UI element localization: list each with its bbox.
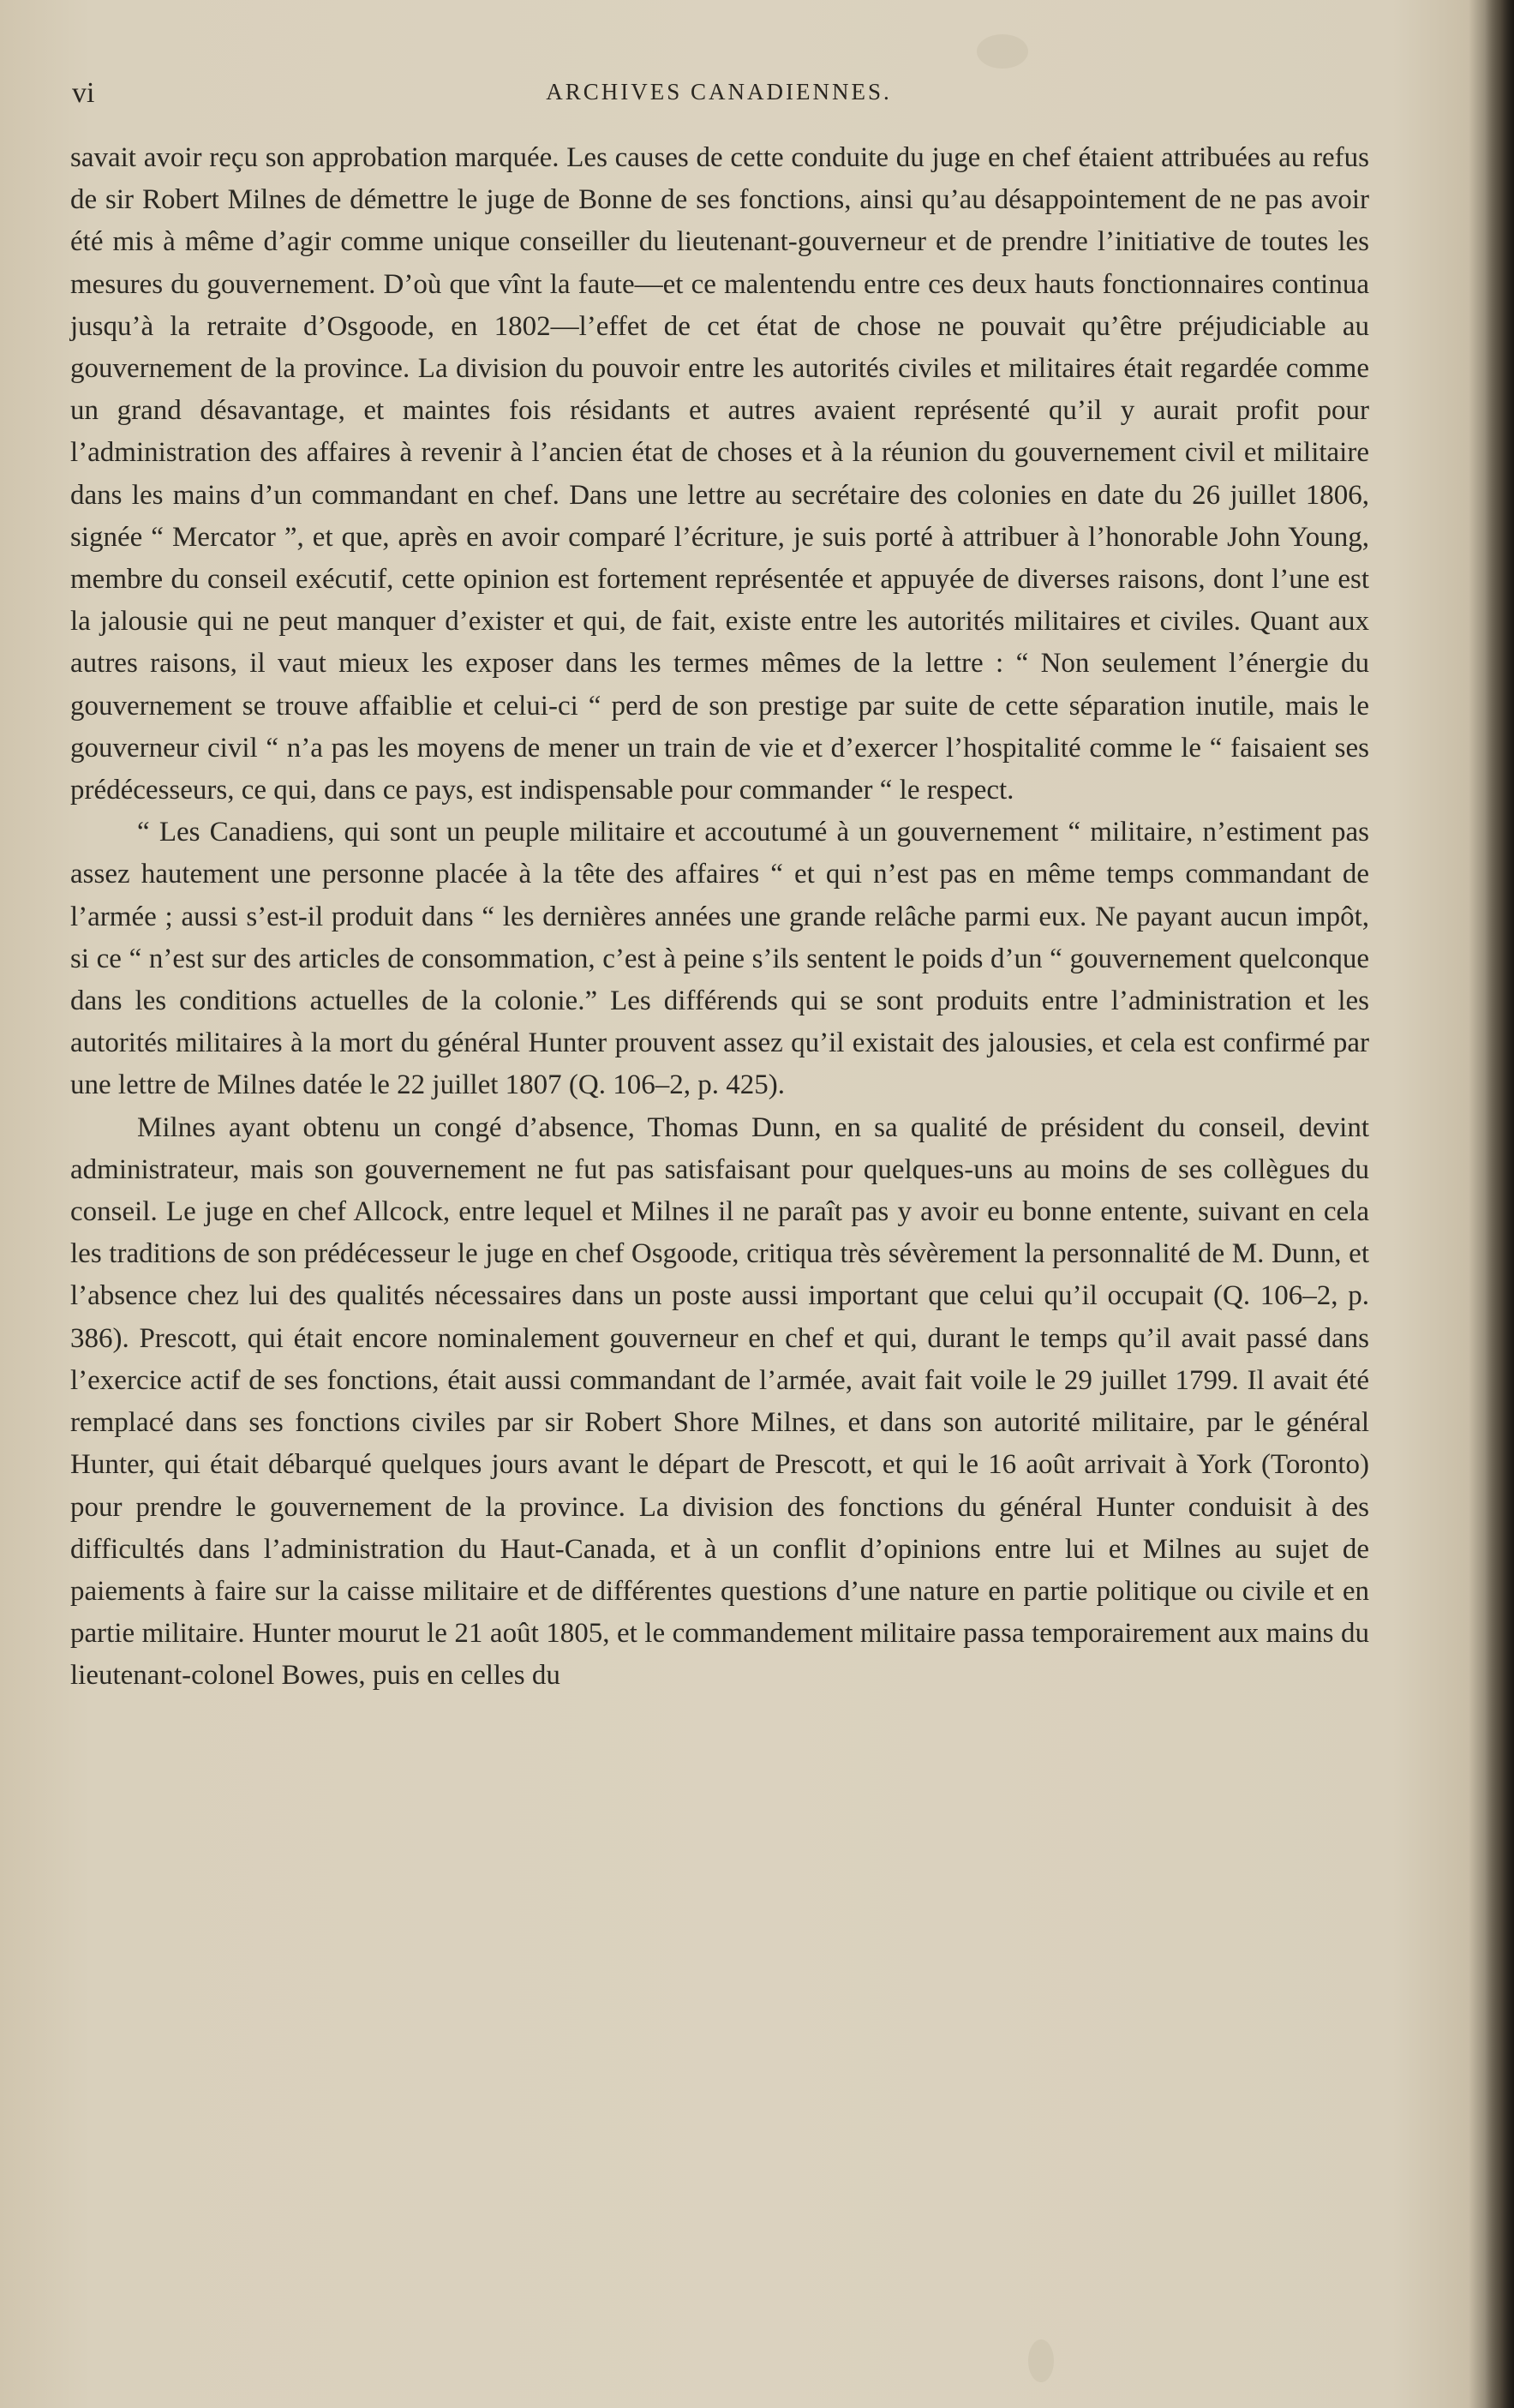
body-text — [70, 137, 1369, 1698]
paragraph: “ Les Canadiens, qui sont un peuple militaire et accoutumé à un gouvernement “ militaire, n’estiment pas assez hautement une personne placée à la tête des affaires “ et qui n’est pas en même temps commandant de l’armée ; aussi s’est-il produit dans “ les dernières années une grande relâche parmi eux. Ne payant aucun impôt, si ce “ n’est sur des articles de consommation, c’est à peine s’ils sentent le poids d’un “ gouvernement quelconque dans les conditions actuelles de la colonie.” Les différends qui se sont produits entre l’administration et les autorités militaires à la mort du général Hunter prouvent assez qu’il existait des jalousies, et cela est confirmé par une lettre de Milnes datée le 22 juillet 1807 (Q. 106–2, p. 425). — [70, 817, 1369, 1101]
paragraph: Milnes ayant obtenu un congé d’absence, Thomas Dunn, en sa qualité de président du conseil, devint administrateur, mais son gouvernement ne fut pas satisfaisant pour quelques-uns au moins de ses collègues du conseil. Le juge en chef Allcock, entre lequel et Milnes il ne paraît pas y avoir eu bonne entente, suivant en cela les traditions de son prédécesseur le juge en chef Osgoode, critiqua très sévèrement la personnalité de M. Dunn, et l’absence chez lui des qualités nécessaires dans un poste aussi important que celui qu’il occupait (Q. 106–2, p. 386). Prescott, qui était encore nominalement gouverneur en chef et qui, durant le temps qu’il avait passé dans l’exercice actif de ses fonctions, était aussi commandant de l’armée, avait fait voile le 29 juillet 1799. Il avait été remplacé dans ses fonctions civiles par sir Robert Shore Milnes, et dans son autorité militaire, par le général Hunter, qui était débarqué quelques jours avant le départ de Prescott, et qui le 16 août arrivait à York (Toronto) pour prendre le gouvernement de la province. La division des fonctions du général Hunter conduisit à des difficultés dans l’administration du Haut-Canada, et à un conflit d’opinions entre lui et Milnes au sujet de paiements à faire sur la caisse militaire et de différentes questions d’une nature en partie politique ou civile et en partie militaire. Hunter mourut le 21 août 1805, et le commandement militaire passa temporairement aux mains du lieutenant-colonel Bowes, puis en celles du — [70, 1111, 1369, 1692]
page-number: vi — [72, 77, 95, 109]
paper-stain — [1028, 2339, 1054, 2382]
paragraph: savait avoir reçu son approbation marquée. Les causes de cette conduite du juge en chef étaient attribuées au refus de sir Robert Milnes de démettre le juge de Bonne de ses fonctions, ainsi qu’au désappointement de ne pas avoir été mis à même d’agir comme unique conseiller du lieutenant-gouverneur et de prendre l’initiative de toutes les mesures du gouvernement. D’où que vînt la faute—et ce malentendu entre ces deux hauts fonctionnaires continua jusqu’à la retraite d’Osgoode, en 1802—l’effet de cet état de chose ne pouvait qu’être préjudiciable au gouvernement de la province. La division du pouvoir entre les autorités civiles et militaires était regardée comme un grand désavantage, et maintes fois résidants et autres avaient représenté qu’il y aurait profit pour l’administration des affaires à revenir à l’ancien état de choses et à la réunion du gouvernement civil et militaire dans les mains d’un commandant en chef. Dans une lettre au secrétaire des colonies en date du 26 juillet 1806, signée “ Mercator ”, et que, après en avoir comparé l’écriture, je suis porté à attribuer à l’honorable John Young, membre du conseil exécutif, cette opinion est fortement représentée et appuyée de diverses raisons, dont l’une est la jalousie qui ne peut manquer d’exister et qui, de fait, existe entre les autorités militaires et civiles. Quant aux autres raisons, il vaut mieux les exposer dans les termes mêmes de la lettre : “ Non seulement l’énergie du gouvernement se trouve affaiblie et celui-ci “ perd de son prestige par suite de cette séparation inutile, mais le gouverneur civil “ n’a pas les moyens de mener un train de vie et d’exercer l’hospitalité comme le “ faisaient ses prédécesseurs, ce qui, dans ce pays, est indispensable pour commander “ le respect. — [70, 142, 1369, 806]
running-head: ARCHIVES CANADIENNES. — [546, 79, 892, 105]
paper-stain — [977, 34, 1028, 69]
page-header — [72, 77, 1366, 122]
page-edge-shadow — [1485, 0, 1514, 2408]
